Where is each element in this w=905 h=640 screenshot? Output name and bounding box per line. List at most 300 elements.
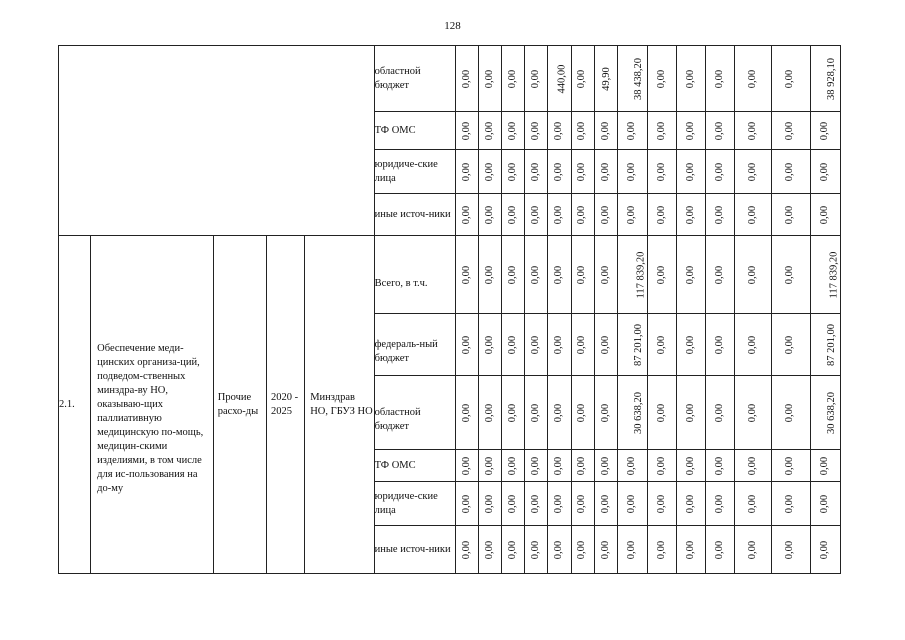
- value-cell: [525, 194, 548, 236]
- value-text: 0,00: [656, 265, 667, 284]
- value-text: 30 638,20: [825, 391, 837, 434]
- value-text: 0,00: [714, 69, 726, 88]
- value-cell: [571, 194, 594, 236]
- value-text: 0,00: [685, 265, 697, 284]
- value-text: 0,00: [784, 456, 796, 475]
- value-cell: [617, 482, 647, 526]
- value-text: 0,00: [714, 265, 726, 284]
- value-cell: [617, 236, 647, 314]
- value-text: 0,00: [576, 121, 588, 140]
- value-cell: [456, 150, 479, 194]
- value-cell: [677, 46, 706, 112]
- value-text: 0,00: [746, 456, 758, 475]
- value-text: 0,00: [576, 456, 588, 475]
- value-text: 0,00: [746, 205, 758, 224]
- value-text: 0,00: [714, 335, 726, 354]
- value-cell: [771, 450, 810, 482]
- value-text: 0,00: [685, 205, 697, 224]
- value-cell: [617, 150, 647, 194]
- value-cell: [810, 46, 840, 112]
- value-text: 0,00: [746, 540, 758, 559]
- table-row: [59, 236, 841, 314]
- value-cell: [571, 314, 594, 376]
- value-text: 0,00: [461, 121, 473, 140]
- value-cell: [677, 236, 706, 314]
- value-text: 0,00: [576, 265, 588, 284]
- value-cell: [771, 314, 810, 376]
- value-cell: [571, 150, 594, 194]
- value-text: 0,00: [746, 69, 758, 88]
- value-text: 0,00: [461, 162, 473, 181]
- value-text: 0,00: [714, 205, 726, 224]
- value-text: 0,00: [714, 494, 726, 513]
- value-cell: [594, 150, 617, 194]
- value-cell: [479, 236, 502, 314]
- value-cell: [677, 526, 706, 574]
- page-number: 128: [444, 20, 461, 32]
- value-cell: [706, 150, 735, 194]
- value-text: 0,00: [530, 494, 542, 513]
- funding-source: ТФ ОМС: [374, 112, 455, 150]
- value-text: 0,00: [685, 494, 697, 513]
- value-text: 0,00: [685, 335, 697, 354]
- value-cell: [771, 376, 810, 450]
- value-cell: [594, 314, 617, 376]
- value-cell: [594, 376, 617, 450]
- value-text: 0,00: [746, 162, 758, 181]
- item-description: Обеспечение меди-цинских организа-ций, подведом-ственных минздра-ву НО, оказываю-щих паллиативную медицинскую по-мощь, медицин-скими изделиями, в том числе для ис-пользования на до-му: [91, 236, 214, 574]
- value-text: 0,00: [484, 335, 496, 354]
- value-cell: [456, 526, 479, 574]
- value-text: 0,00: [530, 121, 542, 140]
- value-text: 0,00: [553, 162, 565, 181]
- value-cell: [571, 376, 594, 450]
- value-cell: [706, 376, 735, 450]
- value-text: 0,00: [656, 456, 667, 475]
- funding-source: федераль-ный бюджет: [374, 314, 455, 376]
- value-text: 0,00: [507, 403, 519, 422]
- value-cell: [525, 314, 548, 376]
- value-text: 0,00: [685, 121, 697, 140]
- value-text: 0,00: [599, 205, 611, 224]
- funding-source: иные источ-ники: [374, 526, 455, 574]
- value-text: 0,00: [576, 494, 588, 513]
- value-cell: [677, 482, 706, 526]
- value-text: 0,00: [626, 121, 638, 140]
- value-cell: [810, 150, 840, 194]
- value-cell: [810, 526, 840, 574]
- value-cell: [647, 450, 676, 482]
- value-cell: [617, 46, 647, 112]
- value-text: 0,00: [530, 205, 542, 224]
- value-cell: [735, 46, 771, 112]
- value-cell: [647, 194, 676, 236]
- value-text: 0,00: [599, 456, 611, 475]
- value-cell: [617, 526, 647, 574]
- value-text: 0,00: [599, 403, 611, 422]
- value-cell: [677, 112, 706, 150]
- value-text: 0,00: [819, 494, 831, 513]
- value-cell: [502, 46, 525, 112]
- value-text: 0,00: [530, 69, 542, 88]
- value-cell: [594, 194, 617, 236]
- value-cell: [706, 194, 735, 236]
- value-text: 0,00: [819, 456, 831, 475]
- value-cell: [735, 194, 771, 236]
- value-text: 0,00: [576, 162, 588, 181]
- value-text: 49,90: [600, 66, 612, 91]
- value-cell: [479, 46, 502, 112]
- value-text: 0,00: [784, 335, 796, 354]
- value-cell: [525, 526, 548, 574]
- value-text: 0,00: [784, 121, 796, 140]
- value-text: 0,00: [819, 121, 831, 140]
- value-cell: [479, 450, 502, 482]
- value-cell: [810, 194, 840, 236]
- value-text: 0,00: [784, 494, 796, 513]
- value-text: 0,00: [553, 265, 565, 284]
- value-text: 0,00: [553, 121, 565, 140]
- value-cell: [525, 150, 548, 194]
- value-text: 117 839,20: [635, 251, 647, 298]
- value-text: 117 839,20: [828, 251, 840, 298]
- value-cell: [677, 194, 706, 236]
- value-cell: [594, 236, 617, 314]
- value-cell: [735, 482, 771, 526]
- value-text: 0,00: [553, 205, 565, 224]
- value-cell: [525, 450, 548, 482]
- value-text: 0,00: [530, 162, 542, 181]
- value-text: 0,00: [507, 265, 519, 284]
- value-text: 0,00: [507, 540, 519, 559]
- value-cell: [594, 526, 617, 574]
- value-text: 0,00: [507, 205, 519, 224]
- value-cell: [479, 376, 502, 450]
- value-cell: [571, 46, 594, 112]
- value-cell: [548, 112, 571, 150]
- value-text: 0,00: [685, 162, 697, 181]
- value-cell: [479, 194, 502, 236]
- value-cell: [810, 314, 840, 376]
- value-cell: [810, 376, 840, 450]
- value-text: 0,00: [599, 540, 611, 559]
- value-cell: [771, 194, 810, 236]
- value-cell: [677, 450, 706, 482]
- implementation-period: 2020 - 2025: [267, 236, 305, 574]
- value-cell: [617, 194, 647, 236]
- value-text: 0,00: [714, 121, 726, 140]
- empty-merged-cell: [59, 46, 375, 236]
- value-cell: [810, 482, 840, 526]
- value-cell: [456, 482, 479, 526]
- value-text: 0,00: [656, 69, 667, 88]
- value-cell: [525, 236, 548, 314]
- value-cell: [571, 112, 594, 150]
- value-text: 0,00: [714, 456, 726, 475]
- value-cell: [647, 236, 676, 314]
- value-text: 0,00: [656, 403, 667, 422]
- value-text: 0,00: [484, 265, 496, 284]
- value-cell: [771, 526, 810, 574]
- value-text: 0,00: [484, 205, 496, 224]
- value-cell: [647, 526, 676, 574]
- value-text: 0,00: [784, 403, 796, 422]
- value-text: 0,00: [714, 403, 726, 422]
- value-cell: [706, 450, 735, 482]
- value-cell: [456, 112, 479, 150]
- value-cell: [502, 112, 525, 150]
- value-text: 0,00: [626, 205, 638, 224]
- value-text: 0,00: [714, 540, 726, 559]
- value-cell: [735, 236, 771, 314]
- value-cell: [456, 236, 479, 314]
- value-cell: [617, 376, 647, 450]
- value-cell: [571, 482, 594, 526]
- value-cell: [502, 236, 525, 314]
- value-text: 87 201,00: [632, 323, 644, 366]
- value-text: 440,00: [556, 64, 568, 93]
- value-text: 0,00: [461, 540, 473, 559]
- value-cell: [571, 526, 594, 574]
- table-row: [59, 46, 841, 112]
- value-cell: [771, 46, 810, 112]
- value-cell: [502, 450, 525, 482]
- value-cell: [771, 150, 810, 194]
- value-text: 0,00: [461, 69, 473, 88]
- value-text: 0,00: [484, 121, 496, 140]
- value-text: 0,00: [461, 456, 473, 475]
- value-text: 0,00: [530, 335, 542, 354]
- expense-type: Прочие расхо-ды: [213, 236, 266, 574]
- value-cell: [502, 376, 525, 450]
- value-text: 0,00: [685, 403, 697, 422]
- budget-table: [58, 45, 841, 574]
- value-cell: [548, 482, 571, 526]
- value-text: 0,00: [461, 205, 473, 224]
- value-text: 0,00: [530, 265, 542, 284]
- value-cell: [771, 482, 810, 526]
- value-text: 0,00: [484, 540, 496, 559]
- value-cell: [548, 150, 571, 194]
- value-cell: [647, 482, 676, 526]
- value-text: 0,00: [507, 494, 519, 513]
- value-text: 0,00: [746, 335, 758, 354]
- value-text: 0,00: [819, 205, 831, 224]
- value-text: 0,00: [746, 121, 758, 140]
- value-cell: [479, 112, 502, 150]
- value-cell: [735, 314, 771, 376]
- value-cell: [677, 150, 706, 194]
- value-cell: [735, 150, 771, 194]
- value-text: 38 928,10: [825, 57, 837, 100]
- value-text: 0,00: [553, 540, 565, 559]
- value-text: 0,00: [576, 335, 588, 354]
- value-text: 0,00: [576, 69, 588, 88]
- value-text: 0,00: [656, 335, 667, 354]
- value-text: 0,00: [507, 121, 519, 140]
- value-cell: [647, 46, 676, 112]
- value-text: 0,00: [553, 335, 565, 354]
- value-text: 0,00: [484, 403, 496, 422]
- value-cell: [677, 314, 706, 376]
- value-text: 0,00: [626, 494, 638, 513]
- value-text: 0,00: [484, 162, 496, 181]
- value-cell: [594, 482, 617, 526]
- value-cell: [810, 236, 840, 314]
- value-cell: [548, 236, 571, 314]
- value-text: 0,00: [784, 205, 796, 224]
- value-cell: [647, 112, 676, 150]
- value-cell: [525, 46, 548, 112]
- value-cell: [771, 236, 810, 314]
- value-cell: [456, 194, 479, 236]
- value-cell: [456, 314, 479, 376]
- value-cell: [706, 482, 735, 526]
- value-text: 0,00: [784, 69, 796, 88]
- funding-source: Всего, в т.ч.: [374, 236, 455, 314]
- value-text: 0,00: [784, 540, 796, 559]
- value-cell: [810, 112, 840, 150]
- value-cell: [706, 236, 735, 314]
- funding-source: юридиче-ские лица: [374, 482, 455, 526]
- value-text: 0,00: [656, 205, 667, 224]
- value-text: 0,00: [484, 456, 496, 475]
- value-cell: [525, 376, 548, 450]
- value-cell: [677, 376, 706, 450]
- value-text: 0,00: [656, 540, 667, 559]
- value-text: 0,00: [685, 540, 697, 559]
- value-text: 0,00: [553, 456, 565, 475]
- value-cell: [706, 526, 735, 574]
- value-text: 0,00: [576, 403, 588, 422]
- value-text: 0,00: [784, 162, 796, 181]
- value-text: 0,00: [461, 265, 473, 284]
- value-cell: [525, 482, 548, 526]
- value-cell: [479, 482, 502, 526]
- value-cell: [594, 46, 617, 112]
- value-text: 0,00: [507, 69, 519, 88]
- value-text: 0,00: [599, 162, 611, 181]
- value-text: 0,00: [553, 494, 565, 513]
- value-cell: [771, 112, 810, 150]
- value-text: 0,00: [685, 69, 697, 88]
- value-text: 0,00: [599, 265, 611, 284]
- value-cell: [810, 450, 840, 482]
- value-text: 0,00: [553, 403, 565, 422]
- value-text: 0,00: [626, 456, 638, 475]
- value-cell: [479, 314, 502, 376]
- value-text: 0,00: [819, 162, 831, 181]
- value-text: 0,00: [530, 540, 542, 559]
- value-text: 0,00: [599, 335, 611, 354]
- value-text: 0,00: [819, 540, 831, 559]
- value-text: 0,00: [626, 162, 638, 181]
- value-cell: [479, 526, 502, 574]
- value-text: 0,00: [656, 494, 667, 513]
- funding-source: ТФ ОМС: [374, 450, 455, 482]
- value-text: 0,00: [599, 494, 611, 513]
- value-text: 0,00: [530, 403, 542, 422]
- funding-source: областной бюджет: [374, 376, 455, 450]
- value-cell: [735, 376, 771, 450]
- value-text: 0,00: [530, 456, 542, 475]
- value-cell: [617, 450, 647, 482]
- funding-source: областной бюджет: [374, 46, 455, 112]
- value-text: 0,00: [784, 265, 796, 284]
- value-text: 87 201,00: [825, 323, 837, 366]
- value-text: 0,00: [576, 540, 588, 559]
- value-cell: [706, 314, 735, 376]
- value-cell: [548, 450, 571, 482]
- value-cell: [617, 314, 647, 376]
- value-text: 0,00: [461, 403, 473, 422]
- value-cell: [735, 526, 771, 574]
- value-cell: [735, 112, 771, 150]
- value-cell: [548, 46, 571, 112]
- value-cell: [735, 450, 771, 482]
- value-text: 0,00: [507, 456, 519, 475]
- value-text: 0,00: [484, 494, 496, 513]
- value-cell: [456, 46, 479, 112]
- value-cell: [502, 194, 525, 236]
- value-text: 0,00: [714, 162, 726, 181]
- value-cell: [548, 526, 571, 574]
- value-cell: [548, 376, 571, 450]
- value-text: 0,00: [599, 121, 611, 140]
- value-cell: [456, 376, 479, 450]
- value-text: 0,00: [507, 162, 519, 181]
- value-text: 0,00: [507, 335, 519, 354]
- executor: Минздрав НО, ГБУЗ НО: [305, 236, 374, 574]
- value-text: 0,00: [746, 265, 758, 284]
- value-text: 0,00: [656, 162, 667, 181]
- value-cell: [502, 150, 525, 194]
- value-cell: [706, 46, 735, 112]
- value-cell: [548, 314, 571, 376]
- value-cell: [594, 450, 617, 482]
- value-cell: [502, 314, 525, 376]
- value-cell: [571, 450, 594, 482]
- value-cell: [502, 482, 525, 526]
- value-cell: [548, 194, 571, 236]
- value-cell: [571, 236, 594, 314]
- value-text: 0,00: [461, 494, 473, 513]
- value-cell: [456, 450, 479, 482]
- value-text: 0,00: [746, 494, 758, 513]
- value-text: 0,00: [461, 335, 473, 354]
- funding-source: иные источ-ники: [374, 194, 455, 236]
- value-cell: [525, 112, 548, 150]
- value-text: 0,00: [576, 205, 588, 224]
- value-cell: [617, 112, 647, 150]
- value-text: 0,00: [746, 403, 758, 422]
- value-cell: [594, 112, 617, 150]
- value-text: 0,00: [484, 69, 496, 88]
- value-text: 30 638,20: [632, 391, 644, 434]
- value-text: 0,00: [656, 121, 667, 140]
- value-text: 38 438,20: [632, 57, 644, 100]
- value-cell: [706, 112, 735, 150]
- funding-source: юридиче-ские лица: [374, 150, 455, 194]
- value-text: 0,00: [685, 456, 697, 475]
- value-cell: [647, 314, 676, 376]
- value-cell: [647, 376, 676, 450]
- value-cell: [647, 150, 676, 194]
- value-cell: [502, 526, 525, 574]
- value-cell: [479, 150, 502, 194]
- value-text: 0,00: [626, 540, 638, 559]
- item-number: 2.1.: [59, 236, 91, 574]
